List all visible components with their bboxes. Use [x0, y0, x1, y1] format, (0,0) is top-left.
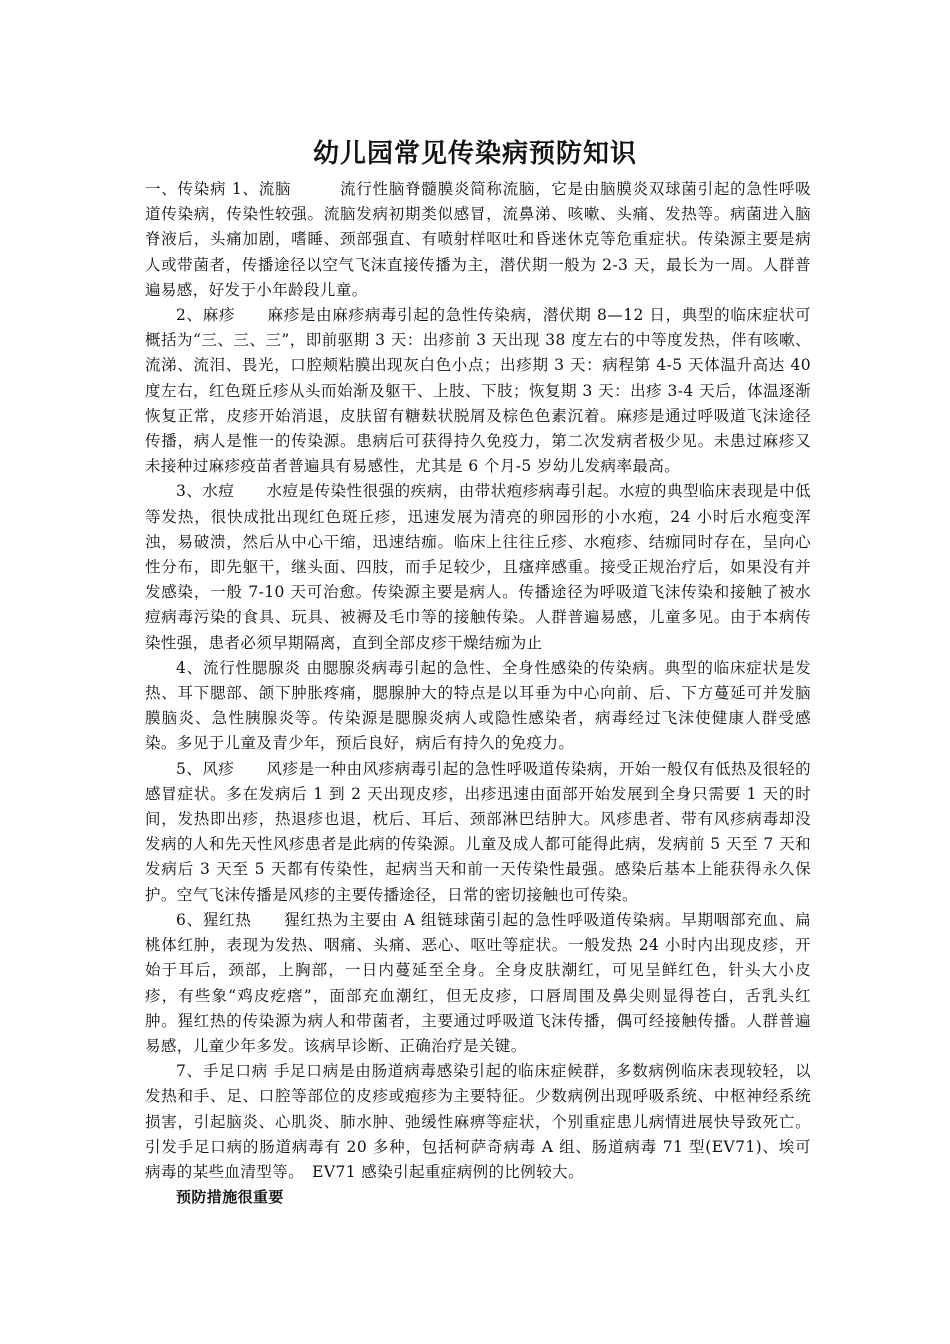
- paragraph-label: 5、风疹: [176, 759, 267, 778]
- paragraph-text: 由腮腺炎病毒引起的急性、全身性感染的传染病。典型的临床症状是发热、耳下腮部、颌下肿胀疼痛，腮腺肿大的特点是以耳垂为中心向前、后、下方蔓延可并发脑膜脑炎、急性胰腺炎等。传染源是腮腺炎病人或隐性感染者，病毒经过飞沫使健康人群受感染。多见于儿童及青少年，预后良好，病后有持久的免疫力。: [145, 658, 812, 753]
- paragraph-text: 水痘是传染性很强的疾病，由带状疱疹病毒引起。水痘的典型临床表现是中低等发热，很快成批出现红色斑丘疹，迅速发展为清亮的卵园形的小水疱，24 小时后水疱变浑浊，易破溃，然后从中心干缩，迅速结痂。临床上往往丘疹、水疱疹、结痂同时存在，呈向心性分布，即先躯干，继头面、四肢，而手足较少，且瘙痒感重。接受正规治疗后，如果没有并发感染，一般 7-10 天可治愈。传染源主要是病人。传播途径为呼吸道飞沫传染和接触了被水痘病毒污染的食具、玩具、被褥及毛巾等的接触传染。人群普遍易感，儿童多见。由于本病传染性强，患者必须早期隔离，直到全部皮疹干燥结痂为止: [145, 482, 812, 652]
- paragraph-label: 一、传染病 1、流脑: [145, 180, 341, 198]
- paragraph-rubella: [145, 757, 811, 908]
- paragraph-scarlet-fever: [145, 908, 811, 1059]
- paragraph-label: 4、流行性腮腺炎: [176, 658, 307, 677]
- paragraph-mumps: [145, 656, 811, 757]
- paragraph-hand-foot-mouth: [145, 1059, 811, 1185]
- paragraph-label: 3、水痘: [176, 482, 267, 501]
- paragraph-text: 猩红热为主要由 A 组链球菌引起的急性呼吸道传染病。早期咽部充血、扁桃体红肿，表现为发热、咽痛、头痛、恶心、呕吐等症状。一般发热 24 小时内出现皮疹，开始于耳后，颈部，上胸部，一日内蔓延至全身。全身皮肤潮红，可见呈鲜红色，针头大小皮疹，有些象“鸡皮疙瘩”，面部充血潮红，但无皮疹，口唇周围及鼻尖则显得苍白，舌乳头红肿。猩红热的传染源为病人和带菌者，主要通过呼吸道飞沫传播，偶可经接触传播。人群普遍易感，儿童少年多发。该病早诊断、正确治疗是关键。: [145, 910, 811, 1055]
- paragraph-text: 麻疹是由麻疹病毒引起的急性传染病，潜伏期 8—12 日，典型的临床症状可概括为“三、三、三”，即前驱期 3 天：出疹前 3 天出现 38 度左右的中等度发热，伴有咳嗽、流涕、流泪、畏光，口腔颊粘膜出现灰白色小点；出疹期 3 天：病程第 4-5 天体温升高达 40 度左右，红色斑丘疹从头而始渐及躯干、上肢、下肢；恢复期 3 天：出疹 3-4 天后，体温逐渐恢复正常，皮疹开始消退，皮肤留有糖麸状脱屑及棕色色素沉着。麻疹是通过呼吸道飞沫途径传播，病人是惟一的传染源。患病后可获得持久免疫力，第二次发病者极少见。未患过麻疹又未接种过麻疹疫苗者普遍具有易感性，尤其是 6 个月-5 岁幼儿发病率最高。: [145, 306, 811, 476]
- paragraph-measles: [145, 303, 811, 479]
- paragraph-label: 6、猩红热: [176, 910, 285, 929]
- paragraph-chickenpox: [145, 479, 811, 655]
- prevention-subheading: 预防措施很重要: [176, 1188, 284, 1207]
- paragraph-text: 流行性脑脊髓膜炎简称流脑，它是由脑膜炎双球菌引起的急性呼吸道传染病，传染性较强。流脑发病初期类似感冒，流鼻涕、咳嗽、头痛、发热等。病菌进入脑脊液后，头痛加剧，嗜睡、颈部强直、有喷射样呕吐和昏迷休克等危重症状。传染源主要是病人或带菌者，传播途径以空气飞沫直接传播为主，潜伏期一般为 2-3 天，最长为一周。人群普遍易感，好发于小年龄段儿童。: [145, 180, 811, 299]
- paragraph-meningitis: [145, 177, 811, 303]
- paragraph-label: 7、手足口病: [176, 1062, 274, 1081]
- document-body: [145, 177, 811, 1210]
- document-title: 幼儿园常见传染病预防知识: [312, 139, 637, 169]
- paragraph-label: 2、麻疹: [176, 306, 268, 325]
- paragraph-text: 风疹是一种由风疹病毒引起的急性呼吸道传染病，开始一般仅有低热及很轻的感冒症状。多在发病后 1 到 2 天出现皮疹，出疹迅速由面部开始发展到全身只需要 1 天的时间，发热即出疹，热退疹也退，枕后、耳后、颈部淋巴结肿大。风疹患者、带有风疹病毒却没发病的人和先天性风疹患者是此病的传染源。儿童及成人都可能得此病，发病前 5 天至 7 天和发病后 3 天至 5 天都有传染性，起病当天和前一天传染性最强。感染后基本上能获得永久保护。空气飞沫传播是风疹的主要传播途径，日常的密切接触也可传染。: [145, 759, 812, 904]
- paragraph-text: 手足口病是由肠道病毒感染引起的临床症候群，多数病例临床表现较轻，以发热和手、足、口腔等部位的皮疹或疱疹为主要特征。少数病例出现呼吸系统、中枢神经系统损害，引起脑炎、心肌炎、肺水肿、弛缓性麻痹等症状，个别重症患儿病情进展快导致死亡。引发手足口病的肠道病毒有 20 多种，包括柯萨奇病毒 A 组、肠道病毒 71 型(EV71)、埃可病毒的某些血清型等。 EV71 感染引起重症病例的比例较大。: [145, 1062, 812, 1181]
